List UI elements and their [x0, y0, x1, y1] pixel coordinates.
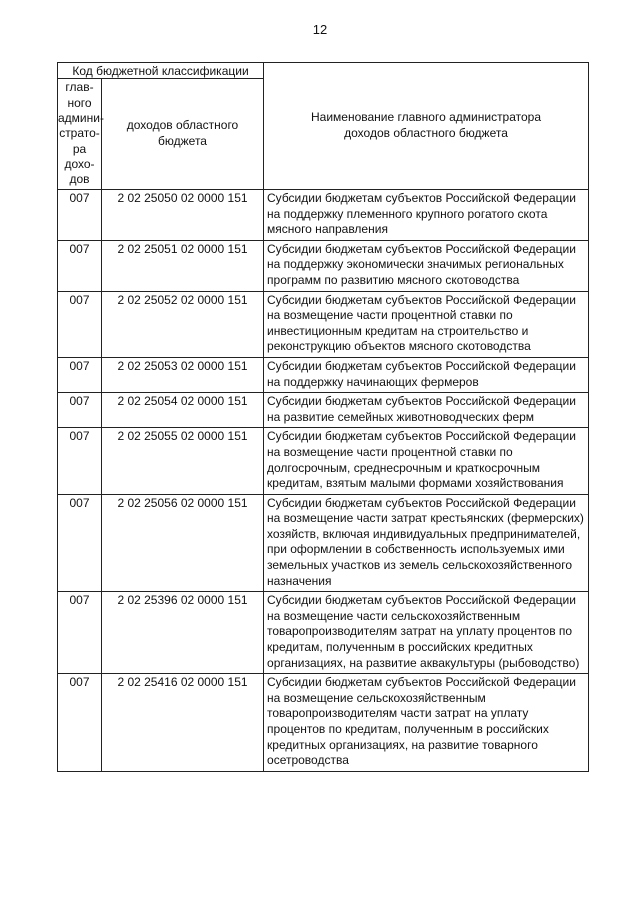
admin-code-cell: 007 — [58, 494, 102, 592]
header-administrator-name-text: Наименование главного администратора доходов областного бюджета — [311, 109, 542, 140]
admin-code-cell: 007 — [58, 674, 102, 772]
income-code-cell: 2 02 25056 02 0000 151 — [102, 494, 264, 592]
table-row — [58, 190, 589, 241]
income-code-cell: 2 02 25053 02 0000 151 — [102, 357, 264, 392]
income-name-cell: Субсидии бюджетам субъектов Российской Федерации на возмещение части процентной ставки по инвестиционным кредитам на строительство и реконструкцию объектов мясного скотоводства — [264, 291, 589, 357]
income-code-cell: 2 02 25051 02 0000 151 — [102, 240, 264, 291]
table-row — [58, 291, 589, 357]
table-row — [58, 674, 589, 772]
income-code-cell: 2 02 25054 02 0000 151 — [102, 393, 264, 428]
income-code-cell: 2 02 25052 02 0000 151 — [102, 291, 264, 357]
header-regional-income-text: доходов областного бюджета — [126, 117, 239, 148]
income-name-cell: Субсидии бюджетам субъектов Российской Федерации на развитие семейных животноводческих ферм — [264, 393, 589, 428]
table-row — [58, 240, 589, 291]
table-row — [58, 357, 589, 392]
income-name-cell: Субсидии бюджетам субъектов Российской Федерации на возмещение части сельскохозяйственным товаропроизводителям затрат на уплату процентов по кредитам, полученным в российских кредитных организациях, на развитие аквакультуры (рыбоводство) — [264, 592, 589, 674]
admin-code-cell: 007 — [58, 393, 102, 428]
admin-code-cell: 007 — [58, 240, 102, 291]
income-name-cell: Субсидии бюджетам субъектов Российской Федерации на поддержку экономически значимых региональных программ по развитию мясного скотоводства — [264, 240, 589, 291]
budget-classification-table — [57, 62, 589, 772]
income-code-cell: 2 02 25416 02 0000 151 — [102, 674, 264, 772]
header-chief-administrator-text: глав- ного админи- страто- ра дохо- дов — [58, 80, 104, 187]
header-administrator-name — [264, 63, 589, 190]
income-name-cell: Субсидии бюджетам субъектов Российской Федерации на поддержку племенного крупного рогатого скота мясного направления — [264, 190, 589, 241]
income-code-cell: 2 02 25050 02 0000 151 — [102, 190, 264, 241]
income-name-cell: Субсидии бюджетам субъектов Российской Федерации на возмещение части процентной ставки по долгосрочным, среднесрочным и краткосрочным кредитам, взятым малыми формами хозяйствования — [264, 428, 589, 494]
income-name-cell: Субсидии бюджетам субъектов Российской Федерации на возмещение сельскохозяйственным товаропроизводителям части затрат на уплату процентов по кредитам, полученным в российских кредитных организациях, на развитие товарного осетроводства — [264, 674, 589, 772]
table-row — [58, 393, 589, 428]
table-row — [58, 494, 589, 592]
income-name-cell: Субсидии бюджетам субъектов Российской Федерации на поддержку начинающих фермеров — [264, 357, 589, 392]
income-name-cell: Субсидии бюджетам субъектов Российской Федерации на возмещение части затрат крестьянских (фермерских) хозяйств, включая индивидуальных предпринимателей, при оформлении в собственность используемых ими земельных участков из земель сельскохозяйственного назначения — [264, 494, 589, 592]
header-row-group — [58, 63, 589, 79]
admin-code-cell: 007 — [58, 428, 102, 494]
income-code-cell: 2 02 25055 02 0000 151 — [102, 428, 264, 494]
table-row — [58, 592, 589, 674]
table-row — [58, 428, 589, 494]
header-chief-administrator — [58, 79, 102, 190]
admin-code-cell: 007 — [58, 190, 102, 241]
admin-code-cell: 007 — [58, 592, 102, 674]
header-regional-income — [102, 79, 264, 190]
header-budget-classification-code: Код бюджетной классификации — [58, 63, 264, 79]
admin-code-cell: 007 — [58, 291, 102, 357]
page-number: 12 — [312, 22, 328, 37]
income-code-cell: 2 02 25396 02 0000 151 — [102, 592, 264, 674]
admin-code-cell: 007 — [58, 357, 102, 392]
